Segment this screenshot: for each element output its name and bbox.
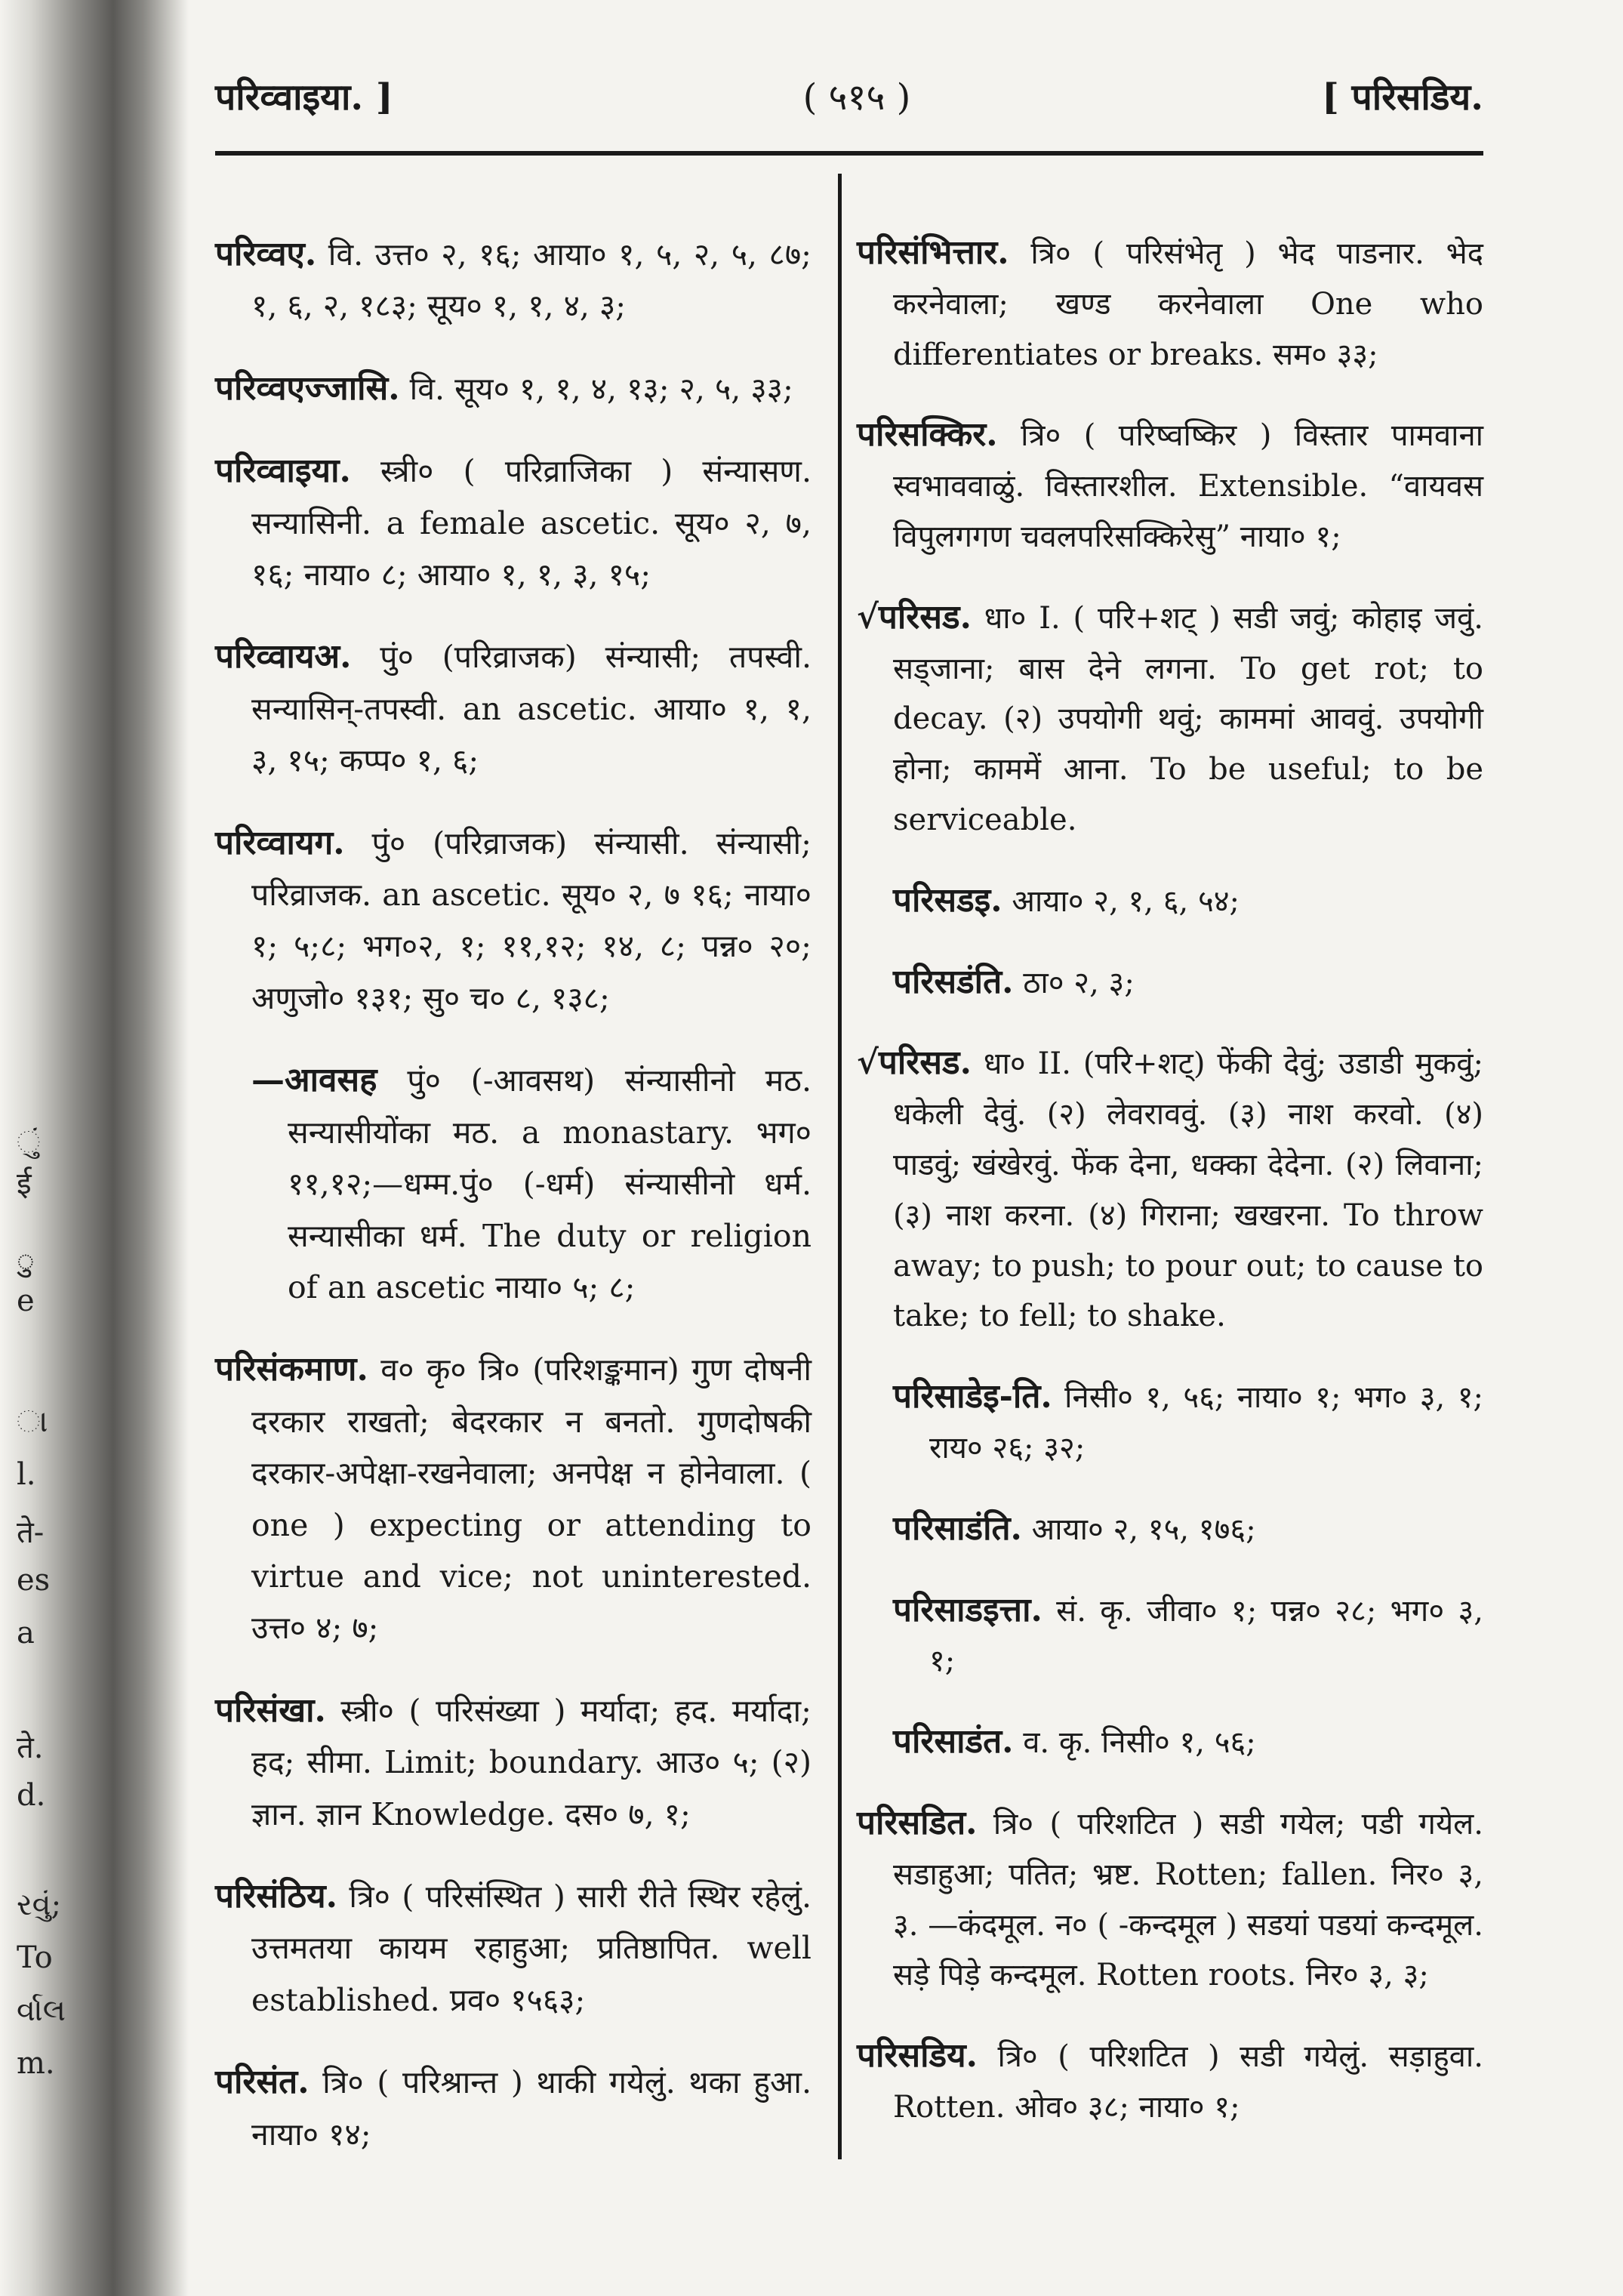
entry-headword: परिसक्किर. xyxy=(857,415,998,455)
dictionary-entry xyxy=(857,1798,1483,2001)
entry-definition: त्रि० ( परिसंभेतृ ) भेद पाडनार. भेद करनेवाला; खण्ड करनेवाला One who differentiates or breaks. सम० ३३; xyxy=(893,236,1483,372)
entry-headword: परिसाडेइ-ति. xyxy=(893,1377,1052,1416)
dictionary-entry xyxy=(215,1344,812,1653)
header-rule xyxy=(215,151,1483,156)
entry-headword: परिसंखा. xyxy=(215,1690,326,1730)
entry-definition: स्त्री० ( परिव्राजिका ) संन्यासण. सन्यासिनी. a female ascetic. सूय० २, ७, १६; नाया० ८; आया० १, १, ३, १५; xyxy=(251,453,812,593)
dictionary-subentry xyxy=(857,1504,1483,1555)
header-left-guideword: परिव्वाइया. ] xyxy=(215,76,393,119)
fragment: રવું; xyxy=(17,1888,62,1922)
fragment: m. xyxy=(17,2046,55,2081)
entry-definition: त्रि० ( परिशटित ) सडी गयेलुं. सड़ाहुवा. Rotten. ओव० ३८; नाया० १; xyxy=(893,2039,1483,2125)
entry-headword: परिसंकमाण. xyxy=(215,1350,368,1389)
entry-headword: परिसाडइत्ता. xyxy=(893,1590,1042,1629)
page-number: ( ५१५ ) xyxy=(802,76,911,119)
dictionary-subentry xyxy=(857,957,1483,1009)
fragment: ु xyxy=(17,1244,35,1278)
entry-headword: —आवसह xyxy=(251,1061,377,1100)
entry-definition: त्रि० ( परिष्वष्किर ) विस्तार पामवाना स्वभाववाळुं. विस्तारशील. Extensible. “वायवस विपुलगगण चवलपरिसक्किरेसु” नाया० १; xyxy=(893,418,1484,554)
entry-headword: √परिसड. xyxy=(857,597,972,636)
entry-headword: परिसंठिय. xyxy=(215,1876,337,1915)
dictionary-entry xyxy=(215,631,812,786)
dictionary-entry xyxy=(215,229,812,332)
dictionary-entry xyxy=(857,228,1483,380)
entry-definition: पुं० (परिव्राजक) संन्यासी. संन्यासी; परिव्राजक. an ascetic. सूय० २, ७ १६; नाया० १; ५;८; भग०२, १; ११,१२; १४, ८; पन्न० २०; अणुजो० १३१; सु० च० ८, १३८; xyxy=(251,824,812,1016)
fragment: es xyxy=(17,1563,51,1598)
entry-headword: परिव्वाइया. xyxy=(215,451,351,491)
dictionary-entry xyxy=(215,445,812,600)
entry-headword: परिसडंति. xyxy=(893,962,1014,1001)
dictionary-entry xyxy=(857,1038,1483,1342)
entry-headword: परिसंभित्तार. xyxy=(857,233,1009,272)
dictionary-entry xyxy=(215,818,812,1025)
fragment: ते- xyxy=(17,1515,45,1550)
fragment: ર્વાલ xyxy=(17,1993,66,2028)
entry-headword: √परिसड. xyxy=(857,1043,972,1083)
entry-headword: परिसडित. xyxy=(857,1803,978,1842)
fragment: l. xyxy=(17,1457,36,1492)
right-column xyxy=(857,198,1483,2136)
dictionary-entry xyxy=(215,1871,812,2026)
dictionary-subentry xyxy=(857,876,1483,927)
fragment: To xyxy=(17,1940,53,1975)
dictionary-entry xyxy=(215,2057,812,2160)
entry-definition: निसी० १, ५६; नाया० १; भग० ३, १; राय० २६; ३२; xyxy=(929,1380,1483,1465)
entry-headword: परिसडइ. xyxy=(893,880,1002,920)
entry-definition: आया० २, १५, १७६; xyxy=(1031,1512,1256,1547)
entry-definition: धा० II. (परि+शट्) फेंकी देवुं; उडाडी मुकवुं; धकेली देवुं. (२) लेवराववुं. (३) नाश करवो. (४) पाडवुं; खंखेरवुं. फेंक देना, धक्का देदेना. (२) लिवाना; (३) नाश करना. (४) गिराना; खखरना. To throw away; to push; to pour out; to cause to take; to fell; to shake. xyxy=(893,1046,1483,1334)
entry-definition: त्रि० ( परिशटित ) सडी गयेल; पडी गयेल. सडाहुआ; पतित; भ्रष्ट. Rotten; fallen. निर० ३, ३. —कंदमूल. न० ( -कन्दमूल ) सडयां पडयां कन्दमूल. सड़े पिड़े कन्दमूल. Rotten roots. निर० ३, ३; xyxy=(893,1806,1483,1993)
left-column xyxy=(215,198,812,2163)
entry-definition: वि. उत्त० २, १६; आया० १, ५, २, ५, ८७; १, ६, २, १८३; सूय० १, १, ४, ३; xyxy=(251,236,812,325)
entry-headword: परिसाडंति. xyxy=(893,1509,1022,1548)
fragment: e xyxy=(17,1284,35,1318)
entry-headword: परिसाडंत. xyxy=(893,1722,1014,1761)
entry-headword: परिसडिय. xyxy=(857,2036,978,2076)
entry-definition: सं. कृ. जीवा० १; पन्न० २८; भग० ३, १; xyxy=(929,1593,1483,1679)
fragment: ું xyxy=(17,1125,41,1160)
page-header xyxy=(215,72,1483,132)
entry-definition: वि. सूय० १, १, ४, १३; २, ५, ३३; xyxy=(409,370,793,407)
dictionary-entry xyxy=(857,2031,1483,2133)
fragment: ते. xyxy=(17,1730,44,1765)
fragment: ા xyxy=(17,1404,48,1439)
entry-definition: पुं० (-आवसथ) संन्यासीनो मठ. सन्यासीयोंका मठ. a monastary. भग० ११,१२;—धम्म.पुं० (-धर्म) संन्यासीनो धर्म. सन्यासीका धर्म. The duty or religion of an ascetic नाया० ५; ८; xyxy=(288,1062,812,1305)
dictionary-entry xyxy=(857,410,1483,562)
dictionary-subentry xyxy=(857,1586,1483,1687)
fragment: d. xyxy=(17,1778,46,1813)
header-right-guideword: [ परिसडिय. xyxy=(1322,76,1483,119)
dictionary-entry xyxy=(215,1685,812,1840)
dictionary-entry xyxy=(857,593,1483,846)
entry-definition: व. कृ. निसी० १, ५६; xyxy=(1023,1725,1256,1761)
entry-headword: परिसंत. xyxy=(215,2063,310,2102)
entry-definition: आया० २, १, ६, ५४; xyxy=(1012,883,1240,919)
entry-headword: परिव्वएज्जासि. xyxy=(215,368,400,408)
entry-headword: परिव्वए. xyxy=(215,235,317,273)
fragment: a xyxy=(17,1616,35,1650)
entry-definition: त्रि० ( परिसंस्थित ) सारी रीते स्थिर रहेलुं. उत्तमतया कायम रहाहुआ; प्रतिष्ठापित. well established. प्रव० १५६३; xyxy=(251,1878,812,2018)
entry-definition: ठा० २, ३; xyxy=(1023,965,1135,1000)
dictionary-subentry xyxy=(857,1372,1483,1474)
entry-headword: परिव्वायअ. xyxy=(215,637,352,676)
entry-definition: स्त्री० ( परिसंख्या ) मर्यादा; हद. मर्यादा; हद; सीमा. Limit; boundary. आउ० ५; (२) ज्ञान. ज्ञान Knowledge. दस० ७, १; xyxy=(251,1692,812,1832)
entry-definition: धा० I. ( परि+शट् ) सडी जवुं; कोहाइ जवुं. सड्जाना; बास देने लगना. To get rot; to decay. (२) उपयोगी थवुं; काममां आववुं. उपयोगी होना; काममें आना. To be useful; to be serviceable. xyxy=(893,600,1483,837)
dictionary-subentry xyxy=(857,1717,1483,1768)
entry-headword: परिव्वायग. xyxy=(215,823,345,862)
entry-definition: पुं० (परिव्राजक) संन्यासी; तपस्वी. सन्यासिन्-तपस्वी. an ascetic. आया० १, १, ३, १५; कप्प० १, ६; xyxy=(251,639,812,779)
dictionary-subentry xyxy=(215,1055,812,1313)
fragment: ई xyxy=(17,1166,32,1201)
dictionary-entry xyxy=(215,363,812,415)
entry-definition: त्रि० ( परिश्रान्त ) थाकी गयेलुं. थका हुआ. नाया० १४; xyxy=(251,2064,812,2153)
entry-definition: व० कृ० त्रि० (परिशङ्कमान) गुण दोषनी दरकार राखतो; बेदरकार न बनतो. गुणदोषकी दरकार-अपेक्षा-रखनेवाला; अनपेक्ष न होनेवाला. ( one ) expecting or attending to virtue and vice; not uninterested. उत्त० ४; ७; xyxy=(251,1351,812,1647)
column-divider xyxy=(838,174,842,2159)
